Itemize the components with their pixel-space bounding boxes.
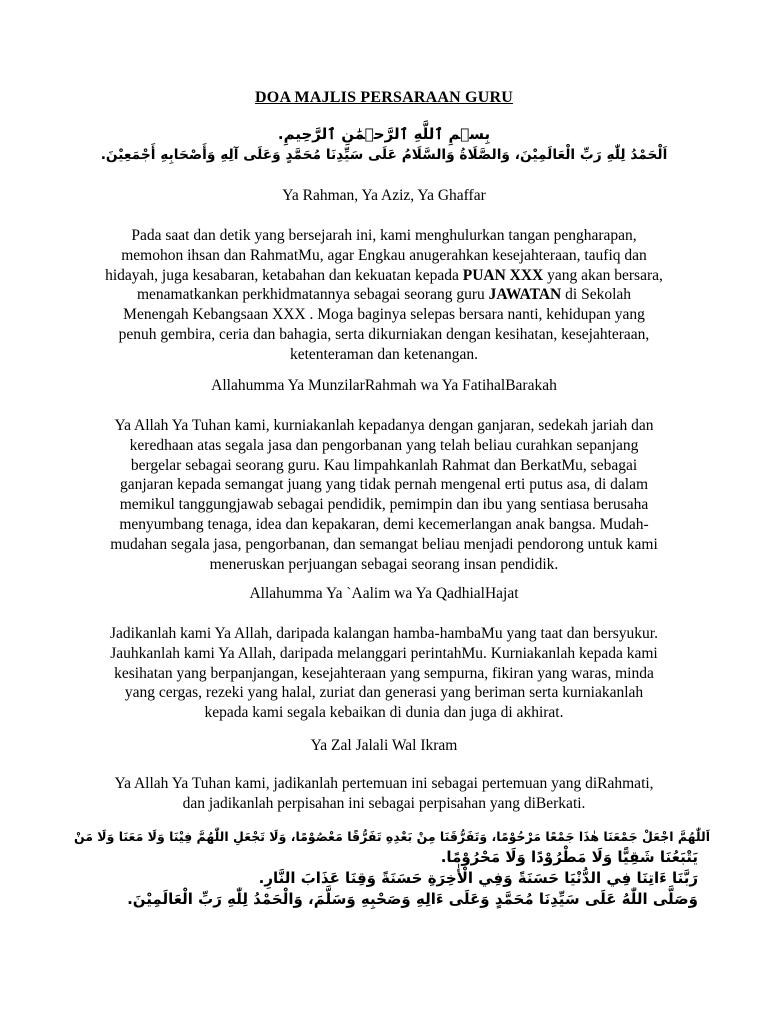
text-run: menamatkankan perkhidmatannya sebagai seorang guru (136, 286, 489, 304)
paragraph-line: ganjaran kepada semangat juang yang tidak pernah mengenal erti putus asa, di dalam (119, 476, 649, 494)
closing-prayer-line: اَللّٰهُمَّ اجْعَلْ جَمْعَنَا هٰذَا جَمْعًا مَرْحُوْمًا، وَتَفَرُّقَنَا مِنْ بَعْدِهِ تَفَرُّقًا مَعْصُوْمًا، وَلَا تَجْعَلِ اللّٰهُمَّ فِيْنَا وَلَا مَعَنَا وَلَا مَنْ (73, 829, 710, 844)
paragraph-line: yang cergas, rezeki yang halal, zuriat dan generasi yang beriman serta kurniakanlah (124, 684, 644, 702)
paragraph-line: ketenteraman dan ketenangan. (289, 345, 479, 363)
paragraph-line: kepada kami segala kebaikan di dunia dan juga di akhirat. (204, 704, 564, 722)
arabic-opening-prayer (100, 124, 668, 166)
paragraph-line: keredhaan atas segala jasa dan pengorbanan yang telah beliau curahkan sepanjang (129, 436, 639, 454)
closing-prayer-line: رَبَّنَا ءَاتِنَا فِي الدُّنْيَا حَسَنَةً وَفِي الْأٰخِرَةِ حَسَنَةً وَقِنَا عَذَابَ النَّارِ. (258, 869, 698, 887)
position-title: JAWATAN (488, 286, 562, 304)
retiree-name: PUAN XXX (462, 266, 544, 284)
heading-aalim: Allahumma Ya `Aalim wa Ya QadhialHajat (249, 585, 519, 602)
paragraph-line: memikul tanggungjawab sebagai pendidik, pemimpin dan ibu yang sentiasa berusaha (119, 496, 649, 514)
heading-zal-jalali: Ya Zal Jalali Wal Ikram (310, 737, 458, 754)
paragraph-ganjaran (64, 416, 704, 574)
heading-munzilar-rahmah: Allahumma Ya MunzilarRahmah wa Ya FatihalBarakah (211, 377, 557, 394)
text-run: hidayah, juga kesabaran, ketabahan dan kekuatan kepada (105, 266, 463, 284)
paragraph-line: Menengah Kebangsaan XXX . Moga baginya selepas bersara nanti, kehidupan yang (123, 306, 645, 324)
paragraph-line: Jauhkanlah kami Ya Allah, daripada melanggari perintahMu. Kurniakanlah kepada kami (110, 644, 658, 662)
paragraph-line: bergelar sebagai seorang guru. Kau limpahkanlah Rahmat dan BerkatMu, sebagai (130, 456, 638, 474)
paragraph-line: Jadikanlah kami Ya Allah, daripada kalangan hamba-hambaMu yang taat dan bersyukur. (110, 625, 658, 642)
paragraph-line: menyumbang tenaga, idea dan kepakaran, demi kecemerlangan anak bangsa. Mudah- (119, 515, 649, 533)
arabic-closing-prayer (70, 826, 710, 910)
closing-prayer-line: وَصَلَّى اللّٰهُ عَلَى سَيِّدِنَا مُحَمَّدٍ وَعَلَى ءَالِهِ وَصَحْبِهِ وَسَلَّمَ، وَالْحَمْدُ لِلّٰهِ رَبِّ الْعَالَمِيْنَ. (127, 890, 698, 908)
paragraph-line: mudahan segala jasa, pengorbanan, dan semangat beliau menjadi pendorong untuk kami (110, 535, 658, 553)
paragraph-line: memohon ihsan dan RahmatMu, agar Engkau anugerahkan kesejahteraan, taufiq dan (121, 246, 647, 264)
text-run: yang akan bersara, (543, 266, 663, 284)
basmalah-line: بِسۡمِ ٱللَّهِ ٱلرَّحۡمَٰنِ ٱلرَّحِيمِ. (277, 125, 491, 143)
text-run: di Sekolah (561, 286, 632, 304)
paragraph-line (64, 285, 704, 305)
paragraph-line: dan jadikanlah perpisahan ini sebagai perpisahan yang diBerkati. (182, 794, 586, 812)
paragraph-line: meneruskan perjuangan sebagai seorang insan pendidik. (209, 555, 559, 573)
paragraph-line: kesihatan yang berpanjangan, kesejahteraan yang sempurna, fikiran yang waras, minda (114, 664, 654, 682)
document-title: DOA MAJLIS PERSARAAN GURU (255, 89, 513, 106)
closing-prayer-line: يَتْبَعُنَا شَقِيًّا وَلَا مَطْرُوْدًا وَلَا مَحْرُوْمًا. (440, 848, 698, 866)
hamdalah-line: اَلْحَمْدُ لِلّٰهِ رَبِّ الْعَالَمِيْنَ، وَالصَّلَاةُ وَالسَّلَامُ عَلَى سَيِّدِنَا مُحَمَّدٍ وَعَلَى آلِهِ وَأَصْحَابِهِ أَجْمَعِيْنَ. (100, 147, 668, 163)
paragraph-line: penuh gembira, ceria dan bahagia, serta dikurniakan dengan kesihatan, kesejahteraan, (118, 325, 650, 343)
paragraph-pengharapan (64, 226, 704, 365)
paragraph-line (64, 266, 704, 286)
paragraph-line: Pada saat dan detik yang bersejarah ini, kami menghulurkan tangan pengharapan, (131, 227, 637, 244)
paragraph-line: Ya Allah Ya Tuhan kami, kurniakanlah kepadanya dengan ganjaran, sedekah jariah dan (114, 417, 654, 434)
heading-ya-rahman: Ya Rahman, Ya Aziz, Ya Ghaffar (282, 187, 486, 204)
paragraph-pertemuan (64, 774, 704, 814)
paragraph-line: Ya Allah Ya Tuhan kami, jadikanlah pertemuan ini sebagai pertemuan yang diRahmati, (114, 775, 654, 792)
paragraph-jadikanlah (64, 624, 704, 723)
